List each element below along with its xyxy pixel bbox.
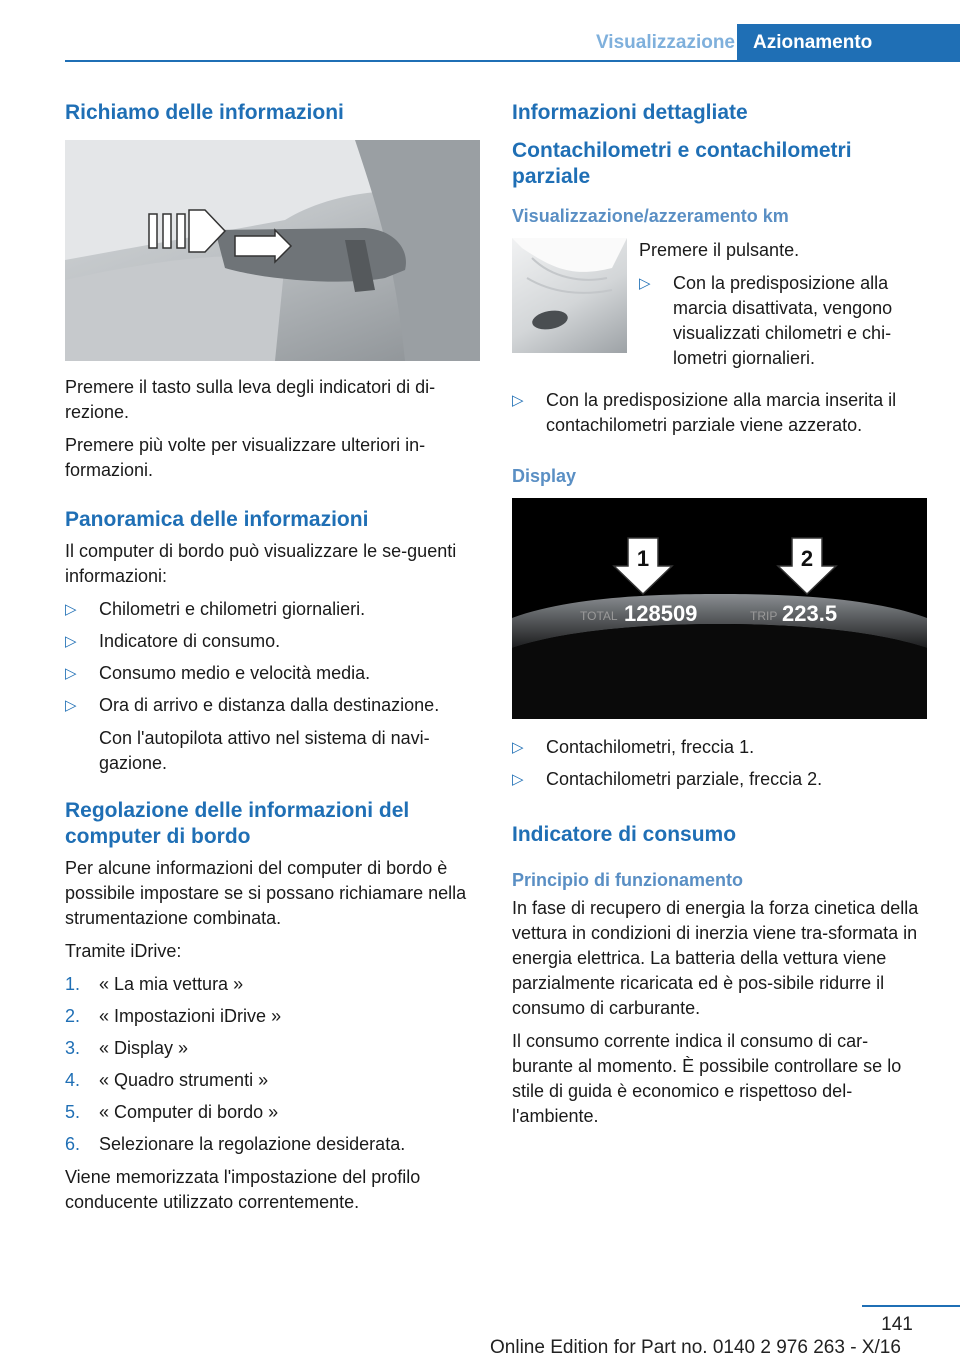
footer-rule: [862, 1305, 960, 1307]
heading-richiamo: Richiamo delle informazioni: [65, 101, 344, 124]
paragraph-alcune-informazioni: Per alcune informazioni del computer di bordo è possibile impostare se si possano richiamare nella strumentazione combinata.: [65, 858, 467, 928]
heading-principio: Principio di funzionamento: [512, 870, 743, 890]
heading-display: Display: [512, 466, 577, 486]
instrument-display-illustration: [512, 498, 927, 719]
step-item: 2. « Impostazioni iDrive »: [65, 1006, 282, 1026]
heading-regolazione: Regolazione delle informazioni del computer di bordo: [65, 799, 410, 848]
paragraph-computer-bordo: Il computer di bordo può visualizzare le se-guenti informazioni:: [65, 541, 457, 586]
paragraph-premere-piu-volte: Premere più volte per visualizzare ulteriori in-formazioni.: [65, 435, 426, 480]
step-item: 5. « Computer di bordo »: [65, 1102, 279, 1122]
paragraph-premere-tasto: Premere il tasto sulla leva degli indicatori di di-rezione.: [65, 377, 436, 422]
lever-illustration-svg: [65, 140, 480, 361]
list-item: ▷ Ora di arrivo e distanza dalla destinazione.: [65, 693, 480, 718]
total-label: TOTAL: [580, 609, 618, 623]
heading-dettagliate: Informazioni dettagliate: [512, 101, 748, 124]
info-list: [65, 597, 480, 718]
triangle-bullet-icon: ▷: [639, 275, 651, 292]
tab-visualizzazione[interactable]: Visualizzazione: [595, 32, 735, 53]
list-item: ▷ Con la predisposizione alla marcia disattivata, vengono visualizzati chilometri e chi-lometri giornalieri.: [639, 273, 893, 368]
heading-visualizzazione-azzeramento: Visualizzazione/azzeramento km: [512, 206, 789, 226]
trip-value: 223.5: [782, 601, 838, 626]
triangle-bullet-icon: ▷: [65, 697, 77, 714]
edition-footer: Online Edition for Part no. 0140 2 976 263 - X/16: [490, 1337, 901, 1358]
step-item: 4. « Quadro strumenti »: [65, 1070, 269, 1090]
triangle-bullet-icon: ▷: [65, 601, 77, 618]
heading-contachilometri: Contachilometri e contachilometri parziale: [512, 139, 852, 188]
triangle-bullet-icon: ▷: [65, 633, 77, 650]
triangle-bullet-icon: ▷: [512, 392, 524, 409]
bullet-subtext: Con l'autopilota attivo nel sistema di navi-gazione.: [99, 728, 430, 773]
step-item: 1. « La mia vettura »: [65, 974, 244, 994]
list-item: ▷ Chilometri e chilometri giornalieri.: [65, 597, 480, 622]
steps-list: [65, 972, 480, 1157]
right-column: [512, 100, 927, 1137]
tab-azionamento[interactable]: Azionamento: [737, 24, 960, 62]
triangle-bullet-icon: ▷: [512, 739, 524, 756]
header-rule: [65, 60, 960, 62]
triangle-bullet-icon: ▷: [65, 665, 77, 682]
list-item: ▷ Contachilometri parziale, freccia 2.: [512, 767, 927, 792]
list-item: ▷ Indicatore di consumo.: [65, 629, 480, 654]
heading-panoramica: Panoramica delle informazioni: [65, 508, 369, 531]
triangle-bullet-icon: ▷: [512, 771, 524, 788]
paragraph-memorizzata: Viene memorizzata l'impostazione del profilo conducente utilizzato correntemente.: [65, 1167, 421, 1212]
reset-button-illustration: [512, 238, 627, 353]
arrow-2-label: 2: [800, 546, 814, 571]
paragraph-tramite-idrive: Tramite iDrive:: [65, 941, 182, 961]
total-value: 128509: [624, 601, 698, 626]
paragraph-recupero-energia: In fase di recupero di energia la forza cinetica della vettura in condizioni di inerzia viene tra-sformata in energia elettrica. La batteria della vettura viene parzialmente ricaricata ed è pos-sibile ridurre il consumo di carburante.: [512, 898, 919, 1018]
step-item: 6. Selezionare la regolazione desiderata.: [65, 1134, 406, 1154]
step-item: 3. « Display »: [65, 1038, 189, 1058]
reset-bullets: [512, 388, 927, 438]
arrow-1-label: 1: [636, 546, 650, 571]
button-bullets: [639, 271, 927, 371]
left-column: [65, 100, 480, 1223]
lever-illustration: [65, 140, 480, 361]
reset-button-svg: [512, 238, 627, 353]
list-item: ▷ Con la predisposizione alla marcia inserita il contachilometri parziale viene azzerato.: [512, 390, 897, 435]
paragraph-consumo-corrente: Il consumo corrente indica il consumo di car-burante al momento. È possibile controllare se lo stile di guida è economico e rispettoso del-l'ambiente.: [512, 1031, 902, 1126]
paragraph-premere-pulsante: Premere il pulsante.: [639, 240, 800, 260]
heading-indicatore: Indicatore di consumo: [512, 823, 737, 846]
display-bullets: [512, 735, 927, 792]
trip-label: TRIP: [750, 609, 778, 623]
list-item: ▷ Consumo medio e velocità media.: [65, 661, 480, 686]
list-item: ▷ Contachilometri, freccia 1.: [512, 735, 927, 760]
button-section: [512, 238, 927, 388]
button-instructions: [639, 238, 927, 378]
page-number: 141: [881, 1314, 913, 1335]
instrument-display-svg: [512, 498, 927, 719]
